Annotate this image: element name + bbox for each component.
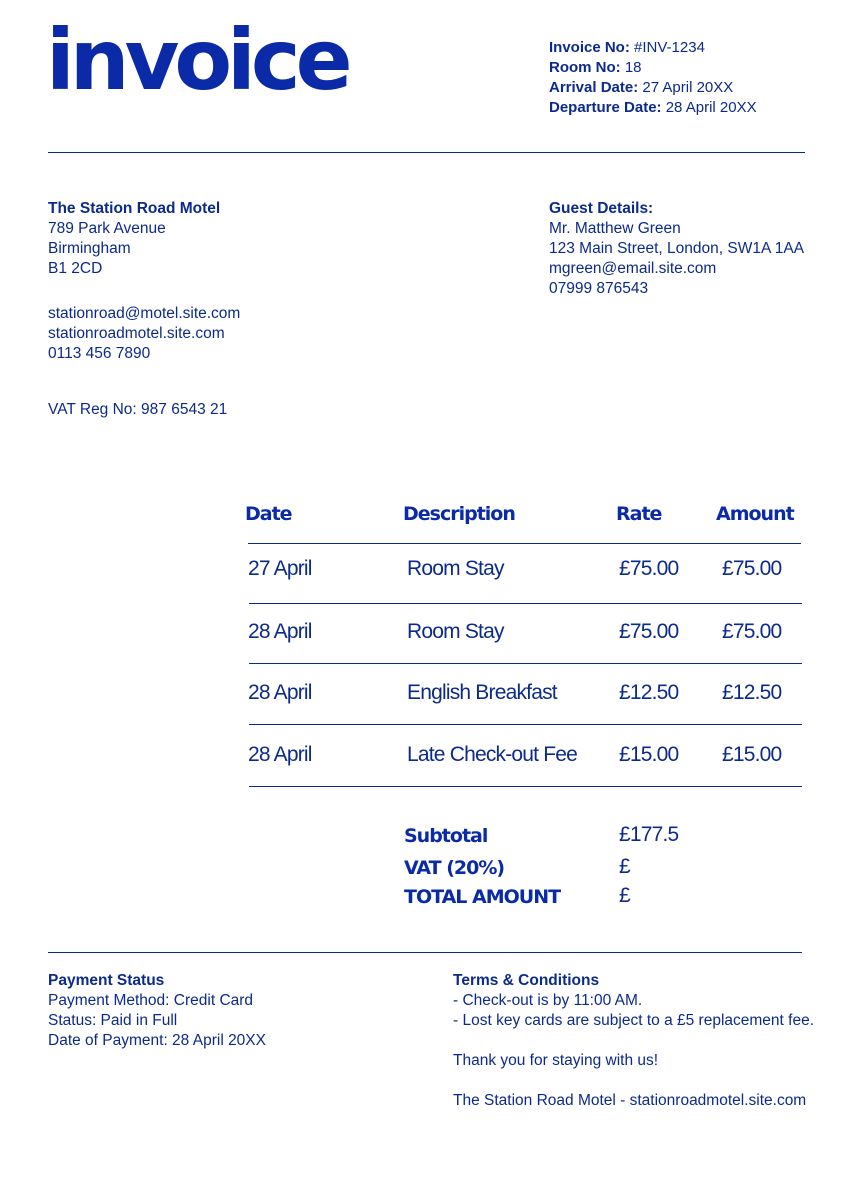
guest-name: Mr. Matthew Green bbox=[549, 220, 681, 237]
row-rate: £12.50 bbox=[619, 681, 679, 704]
invoice-title: invoice bbox=[46, 11, 348, 109]
row-amount: £12.50 bbox=[722, 681, 782, 704]
row-rate: £15.00 bbox=[619, 743, 679, 766]
motel-website[interactable]: stationroadmotel.site.com bbox=[48, 325, 225, 342]
motel-address-line: 789 Park Avenue bbox=[48, 220, 166, 237]
row-amount: £75.00 bbox=[722, 620, 782, 643]
terms-item: - Check-out is by 11:00 AM. bbox=[453, 992, 643, 1009]
guest-address: 123 Main Street, London, SW1A 1AA bbox=[549, 240, 805, 257]
column-header-rate: Rate bbox=[616, 503, 662, 525]
payment-method: Payment Method: Credit Card bbox=[48, 992, 254, 1009]
column-header-amount: Amount bbox=[716, 503, 794, 525]
vat-label: VAT (20%) bbox=[404, 857, 505, 879]
row-description: English Breakfast bbox=[407, 681, 557, 704]
subtotal-label: Subtotal bbox=[404, 825, 488, 847]
row-date: 27 April bbox=[248, 557, 312, 580]
table-divider bbox=[249, 724, 802, 725]
footer-divider bbox=[48, 952, 802, 953]
guest-details bbox=[549, 199, 804, 299]
terms-heading: Terms & Conditions bbox=[453, 972, 600, 989]
terms-conditions bbox=[453, 971, 814, 1111]
row-date: 28 April bbox=[248, 743, 312, 766]
thank-you-note: Thank you for staying with us! bbox=[453, 1052, 659, 1069]
arrival-date: Arrival Date: 27 April 20XX bbox=[549, 79, 734, 96]
column-header-description: Description bbox=[403, 503, 515, 525]
row-rate: £75.00 bbox=[619, 557, 679, 580]
total-amount-label: TOTAL AMOUNT bbox=[404, 886, 561, 908]
vat-value: £ bbox=[619, 855, 630, 878]
guest-email[interactable]: mgreen@email.site.com bbox=[549, 260, 717, 277]
motel-details bbox=[48, 199, 240, 420]
table-divider bbox=[249, 603, 802, 604]
subtotal-value: £177.5 bbox=[619, 823, 679, 846]
payment-status-text: Status: Paid in Full bbox=[48, 1012, 178, 1029]
row-amount: £15.00 bbox=[722, 743, 782, 766]
motel-phone: 0113 456 7890 bbox=[48, 345, 151, 362]
table-divider bbox=[249, 786, 802, 787]
column-header-date: Date bbox=[245, 503, 292, 525]
invoice-meta bbox=[549, 38, 757, 118]
table-divider bbox=[249, 663, 802, 664]
motel-address-line: Birmingham bbox=[48, 240, 131, 257]
table-row bbox=[248, 606, 802, 667]
footer-signature: The Station Road Motel - stationroadmotel.site.com bbox=[453, 1092, 807, 1109]
row-date: 28 April bbox=[248, 620, 312, 643]
motel-email[interactable]: stationroad@motel.site.com bbox=[48, 305, 241, 322]
motel-address-line: B1 2CD bbox=[48, 260, 103, 277]
row-description: Room Stay bbox=[407, 557, 504, 580]
terms-item: - Lost key cards are subject to a £5 replacement fee. bbox=[453, 1012, 814, 1029]
room-number: Room No: 18 bbox=[549, 59, 642, 76]
row-amount: £75.00 bbox=[722, 557, 782, 580]
total-amount-value: £ bbox=[619, 884, 630, 907]
vat-reg-number: VAT Reg No: 987 6543 21 bbox=[48, 401, 228, 418]
departure-date: Departure Date: 28 April 20XX bbox=[549, 99, 757, 116]
invoice-number: Invoice No: #INV-1234 bbox=[549, 39, 705, 56]
payment-date: Date of Payment: 28 April 20XX bbox=[48, 1032, 266, 1049]
table-row bbox=[248, 729, 802, 790]
guest-heading: Guest Details: bbox=[549, 200, 654, 217]
header-divider bbox=[48, 152, 805, 153]
payment-status bbox=[48, 971, 266, 1051]
motel-name: The Station Road Motel bbox=[48, 200, 221, 217]
table-row bbox=[248, 667, 802, 728]
row-rate: £75.00 bbox=[619, 620, 679, 643]
row-description: Late Check-out Fee bbox=[407, 743, 578, 766]
guest-phone: 07999 876543 bbox=[549, 280, 649, 297]
payment-heading: Payment Status bbox=[48, 972, 165, 989]
row-description: Room Stay bbox=[407, 620, 504, 643]
row-date: 28 April bbox=[248, 681, 312, 704]
table-row bbox=[248, 543, 802, 604]
